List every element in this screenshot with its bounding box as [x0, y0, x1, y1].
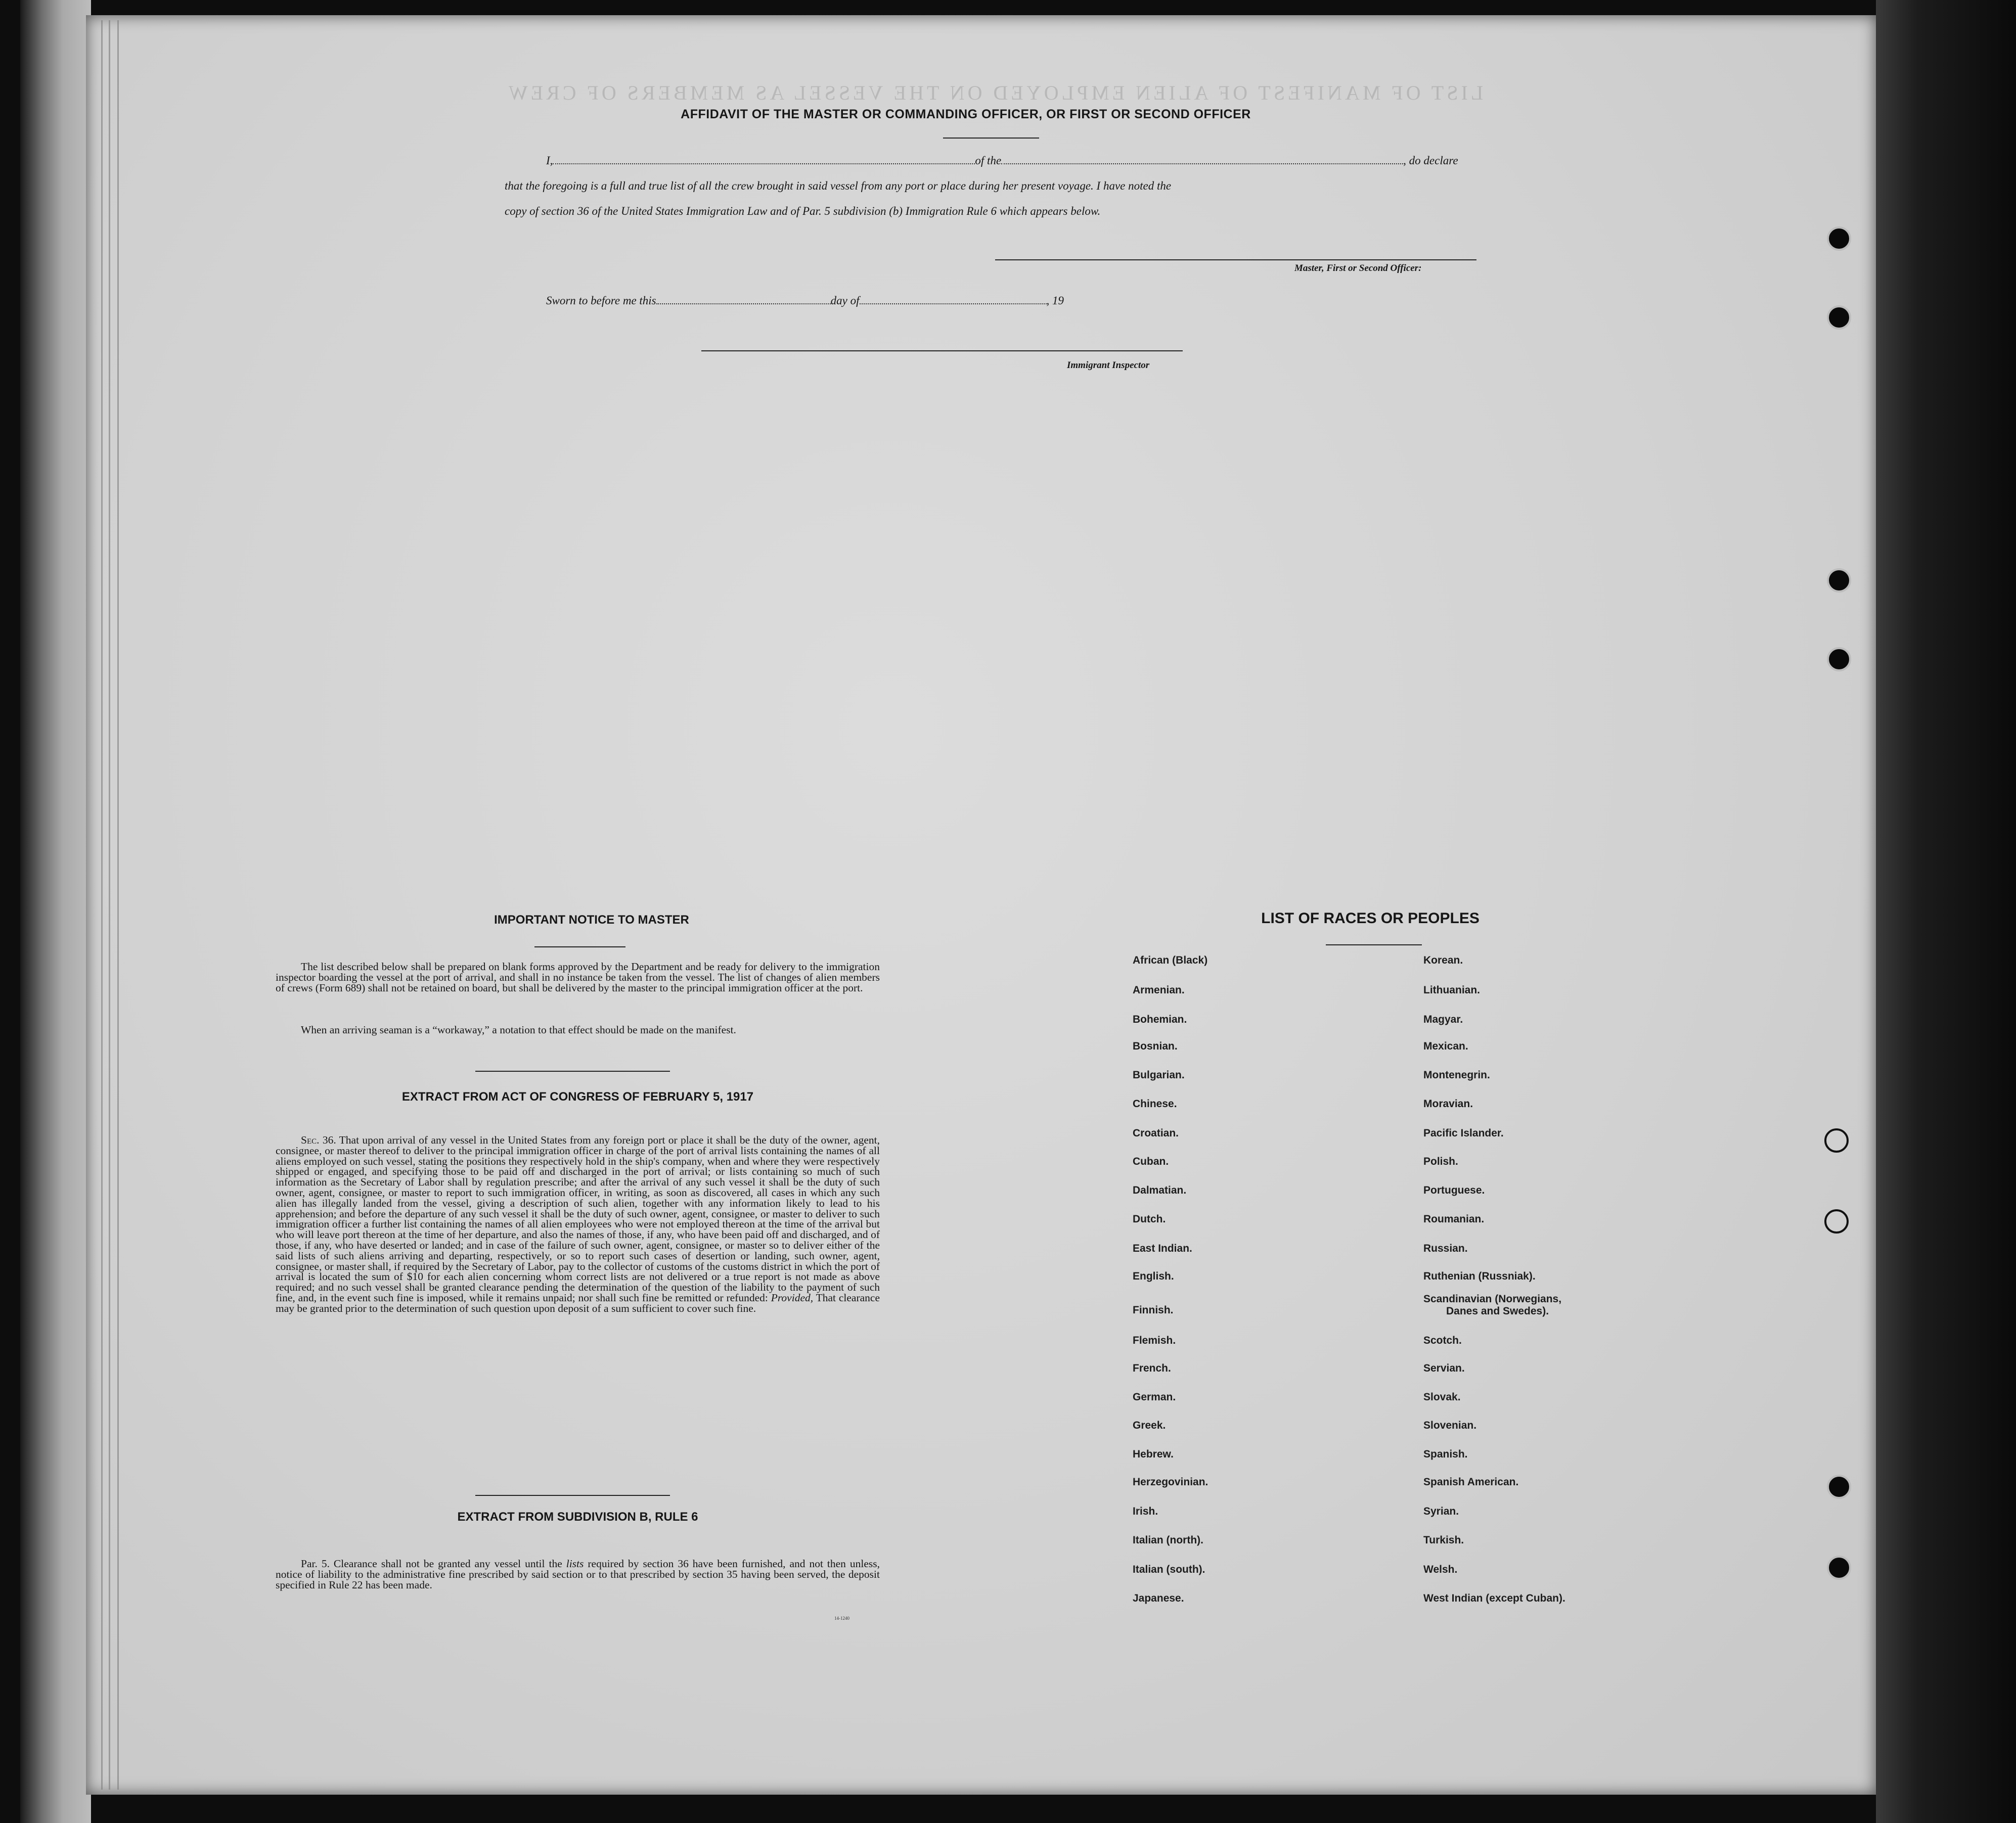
race-entry: Finnish. — [1133, 1304, 1174, 1316]
race-entry: Slovak. — [1423, 1391, 1461, 1403]
affidavit-line-2: that the foregoing is a full and true list of all the crew brought in said vessel from any port or place during her present voyage. I have noted the — [505, 179, 1172, 192]
inspector-signature-line[interactable] — [701, 350, 1183, 351]
race-entry: Chinese. — [1133, 1098, 1177, 1110]
binder-hole — [1827, 1556, 1851, 1580]
section-rule — [475, 1071, 670, 1072]
race-entry: Servian. — [1423, 1362, 1465, 1374]
race-entry: Montenegrin. — [1423, 1069, 1490, 1081]
race-entry: Bosnian. — [1133, 1040, 1178, 1052]
race-entry: Bulgarian. — [1133, 1069, 1185, 1081]
race-entry: Croatian. — [1133, 1127, 1179, 1139]
race-entry: Lithuanian. — [1423, 984, 1480, 996]
race-entry: Slovenian. — [1423, 1420, 1477, 1431]
binder-hole — [1827, 568, 1851, 593]
notice-title: IMPORTANT NOTICE TO MASTER — [494, 913, 689, 927]
do-declare-label: do declare — [1409, 154, 1458, 167]
year-prefix: , 19 — [1046, 294, 1064, 307]
race-entry: Dutch. — [1133, 1213, 1166, 1225]
affidavit-line-3: copy of section 36 of the United States Immigration Law and of Par. 5 subdivision (b) Immigration Rule 6 which appears below. — [505, 205, 1101, 217]
notice-rule — [534, 946, 625, 947]
binder-hole — [1827, 1475, 1851, 1499]
rule6-body-b: required by section 36 have been furnished, and not then unless, notice of liability to the administrative fine prescribed by said section or to that prescribed by section 35 having been served, the deposit specified in Rule 22 has been made. — [276, 1558, 880, 1591]
binder-hole — [1827, 647, 1851, 671]
lists-word: lists — [566, 1558, 584, 1570]
sheet-edge — [20, 0, 91, 1823]
act-section-36 — [276, 1135, 880, 1314]
race-entry: Portuguese. — [1423, 1184, 1485, 1196]
race-entry: Irish. — [1133, 1506, 1158, 1517]
provided-word: Provided, — [771, 1291, 814, 1304]
rule6-title: EXTRACT FROM SUBDIVISION B, RULE 6 — [457, 1510, 698, 1524]
master-signature-line[interactable] — [995, 259, 1476, 260]
race-entry: Moravian. — [1423, 1098, 1473, 1110]
rule6-body-a: Par. 5. Clearance shall not be granted any vessel until the — [301, 1558, 562, 1570]
race-entry: Armenian. — [1133, 984, 1185, 996]
race-entry: West Indian (except Cuban). — [1423, 1592, 1565, 1604]
name-blank[interactable] — [553, 155, 975, 164]
affidavit-title: AFFIDAVIT OF THE MASTER OR COMMANDING OFFICER, OR FIRST OR SECOND OFFICER — [681, 107, 1251, 121]
race-entry: Scotch. — [1423, 1335, 1462, 1346]
race-entry: Japanese. — [1133, 1592, 1184, 1604]
master-signature-label: Master, First or Second Officer: — [1294, 263, 1422, 274]
day-blank[interactable] — [656, 295, 831, 304]
vessel-blank[interactable] — [1001, 155, 1403, 164]
sec-label: Sec. 36. — [301, 1134, 336, 1146]
day-of-label: day of — [830, 294, 860, 307]
binder-hole — [1827, 305, 1851, 330]
race-entry: Italian (south). — [1133, 1564, 1205, 1575]
document-sheet — [86, 15, 1876, 1795]
of-the-label: of the — [975, 154, 1002, 167]
sworn-line — [546, 294, 1064, 307]
race-entry: Syrian. — [1423, 1506, 1459, 1517]
binder-hole — [1824, 1128, 1849, 1153]
race-entry: Greek. — [1133, 1420, 1166, 1431]
race-entry: African (Black) — [1133, 954, 1208, 966]
race-entry: Russian. — [1423, 1243, 1468, 1254]
act-body-a: That upon arrival of any vessel in the United States from any foreign port or place it shall be the duty of the owner, agent, consignee, or master thereof to deliver to the principal immigration officer in charge of the port of arrival lists containing the names of all aliens employed on such vessel, stating the positions they respectively hold in the ship's company, when and where they were respectively shipped or engaged, and specifying those to be paid off and discharged in the port of arrival; or lists containing so much of such information as the Secretary of Labor shall by regulation prescribe; and after the arrival of any such vessel it shall be the duty of such owner, agent, consignee, or master to report to such immigration officer, in writing, as soon as discovered, all cases in which any such alien has illegally landed from the vessel, giving a description of such alien, together with any information likely to lead to his apprehension; and before the departure of any such vessel it shall be the duty of such owner, agent, consignee, or master to deliver to such immigration officer a further list containing the names of all alien employees who were not employed thereon at the time of the arrival but who will leave port thereon at the time of her departure, and also the names of those, if any, who have been paid off and discharged, and of those, if any, who have deserted or landed; and in case of the failure of such owner, agent, consignee, or master so to deliver either of the said lists of such aliens arriving and departing, respectively, or so to report such cases of desertion or landing, such owner, agent, consignee, or master shall, if required by the Secretary of Labor, pay to the collector of customs of the customs district in which the port of arrival is located the sum of $10 for each alien concerning whom correct lists are not delivered or a true report is not made as above required; and no such vessel shall be granted clearance pending the determination of the question of the liability to the payment of such fine, and, in the event such fine is imposed, while it remains unpaid; nor shall such fine be remitted or refunded: — [276, 1134, 880, 1304]
margin-line — [109, 20, 110, 1790]
race-entry: English. — [1133, 1270, 1174, 1282]
section-rule — [475, 1495, 670, 1496]
act-title: EXTRACT FROM ACT OF CONGRESS OF FEBRUARY 5, 1917 — [401, 1090, 754, 1104]
i-label: I, — [546, 154, 553, 167]
month-blank[interactable] — [860, 295, 1047, 304]
title-rule — [943, 138, 1039, 139]
race-entry: Hebrew. — [1133, 1448, 1174, 1460]
race-entry: Pacific Islander. — [1423, 1127, 1504, 1139]
race-entry: Mexican. — [1423, 1040, 1468, 1052]
margin-line — [101, 20, 103, 1790]
rule6-paragraph — [276, 1559, 880, 1590]
race-entry: Danes and Swedes). — [1446, 1305, 1549, 1317]
races-title-rule — [1326, 944, 1422, 945]
race-entry: Herzegovinian. — [1133, 1476, 1208, 1488]
race-entry: Welsh. — [1423, 1564, 1458, 1575]
sworn-label: Sworn to before me this — [546, 294, 656, 307]
form-code: 14-1240 — [834, 1616, 849, 1621]
race-entry: Scandinavian (Norwegians, — [1423, 1293, 1562, 1305]
race-entry: Ruthenian (Russniak). — [1423, 1270, 1536, 1282]
race-entry: Magyar. — [1423, 1014, 1463, 1025]
race-entry: Flemish. — [1133, 1335, 1176, 1346]
race-entry: Korean. — [1423, 954, 1463, 966]
race-entry: Roumanian. — [1423, 1213, 1485, 1225]
binder-hole — [1827, 226, 1851, 251]
race-entry: Dalmatian. — [1133, 1184, 1187, 1196]
race-entry: Cuban. — [1133, 1156, 1169, 1167]
notice-paragraph-2: When an arriving seaman is a “workaway,” a notation to that effect should be made on the manifest. — [301, 1024, 736, 1036]
binder-hole — [1824, 1209, 1849, 1234]
affidavit-line-1: I, of the , do declare — [546, 154, 1458, 167]
race-entry: Spanish. — [1423, 1448, 1468, 1460]
race-entry: Spanish American. — [1423, 1476, 1519, 1488]
race-entry: Bohemian. — [1133, 1014, 1187, 1025]
race-entry: Italian (north). — [1133, 1534, 1203, 1546]
race-entry: Polish. — [1423, 1156, 1458, 1167]
races-title: LIST OF RACES OR PEOPLES — [1261, 910, 1480, 927]
scan-background — [1876, 0, 2016, 1823]
race-entry: French. — [1133, 1362, 1171, 1374]
race-entry: East Indian. — [1133, 1243, 1192, 1254]
bleed-through-heading: LIST OF MANIFEST OF ALIEN EMPLOYED ON THE VESSEL AS MEMBERS OF CREW — [506, 81, 1484, 104]
margin-line — [117, 20, 119, 1790]
race-entry: Turkish. — [1423, 1534, 1464, 1546]
notice-paragraph-1: The list described below shall be prepared on blank forms approved by the Department and be ready for delivery to the immigration inspector boarding the vessel at the port of arrival, and shall in no instance be taken from the vessel. The list of changes of alien members of crews (Form 689) shall not be retained on board, but shall be delivered by the master to the principal immigration officer at the port. — [276, 961, 880, 994]
inspector-label: Immigrant Inspector — [1067, 360, 1150, 371]
race-entry: German. — [1133, 1391, 1176, 1403]
act-body-b: That clearance may be granted prior to the determination of such question upon deposit of a sum sufficient to cover such fine. — [276, 1291, 880, 1314]
